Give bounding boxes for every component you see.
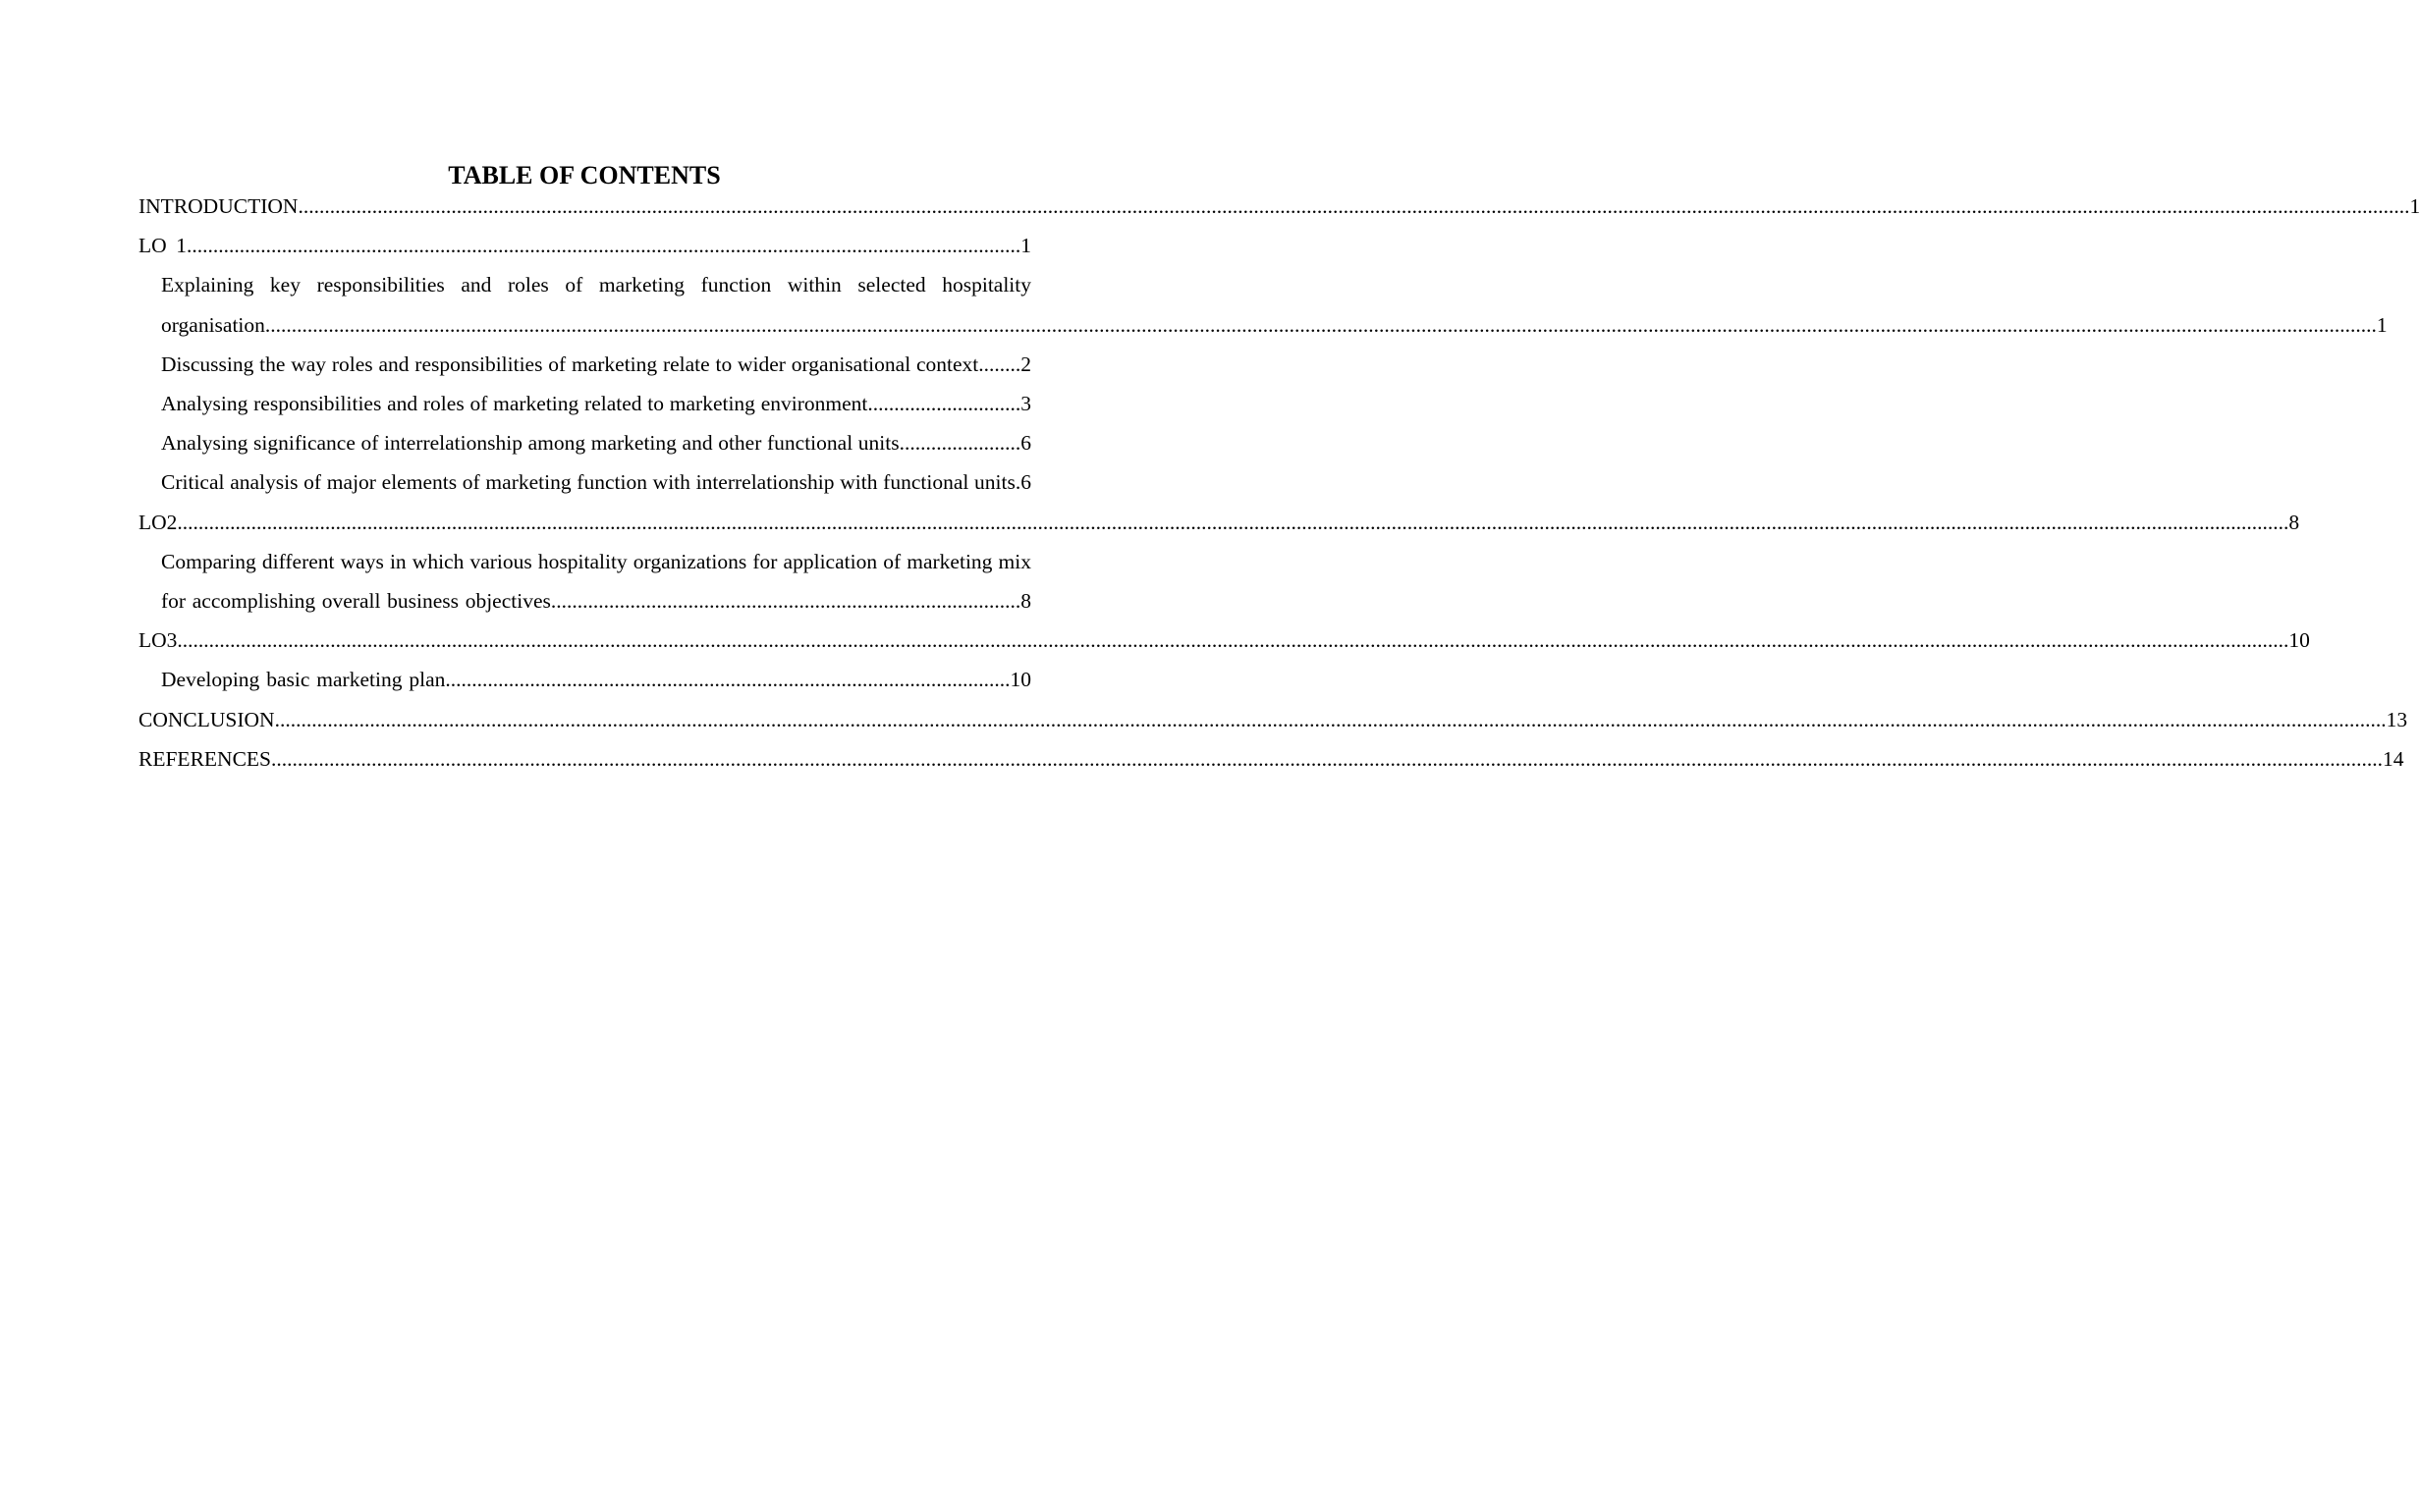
toc-entry-text: LO 1 bbox=[138, 234, 187, 258]
toc-entry-text: LO2 bbox=[138, 510, 178, 534]
table-of-contents bbox=[138, 187, 2420, 779]
toc-entry-page: 8 bbox=[2288, 510, 2300, 534]
toc-leader-dots: . bbox=[1015, 470, 1021, 495]
toc-entry-text: Critical analysis of major elements of marketing function with interrelationship with functional units bbox=[161, 470, 1016, 495]
toc-leader-dots: ....................... bbox=[899, 431, 1021, 456]
toc-leader-dots: ............................. bbox=[867, 392, 1021, 416]
toc-leader-dots: ................................................................................................................................................................................................................................................................................................................................................................................................................ bbox=[177, 510, 2289, 534]
toc-entry-text: Explaining key responsibilities and roles of marketing function within selected hospitality organisation bbox=[161, 273, 1031, 337]
toc-leader-dots: ......................................................................................... bbox=[550, 589, 1021, 614]
toc-leader-dots: ........................................................................................................... bbox=[445, 668, 1011, 692]
toc-entry-comparing-different-ways[interactable] bbox=[161, 542, 1031, 621]
toc-leader-dots: ................................................................................................................................................................................................................................................................................................................................................................................................................ bbox=[271, 746, 2383, 771]
toc-entry-page: 10 bbox=[1010, 668, 1031, 692]
toc-entry-page: 14 bbox=[2383, 746, 2404, 771]
toc-entry-lo2[interactable] bbox=[138, 503, 2300, 542]
toc-entry-text: Comparing different ways in which various hospitality organizations for application of marketing mix for accomplishing overall business objectives bbox=[161, 549, 1031, 614]
toc-leader-dots: ................................................................................................................................................................................................................................................................................................................................................................................................................ bbox=[264, 312, 2377, 337]
toc-entry-page: 1 bbox=[1020, 234, 1031, 258]
toc-entry-text: Analysing responsibilities and roles of marketing related to marketing environment bbox=[161, 392, 868, 416]
toc-leader-dots: ................................................................................................................................................................................................................................................................................................................................................................................................................ bbox=[177, 628, 2289, 653]
toc-leader-dots: ................................................................................................................................................................................................................................................................................................................................................................................................................ bbox=[274, 707, 2387, 731]
toc-entry-conclusion[interactable] bbox=[138, 700, 2408, 739]
toc-entry-text: REFERENCES bbox=[138, 746, 271, 771]
toc-entry-references[interactable] bbox=[138, 739, 2404, 779]
toc-leader-dots: .............................................................................................................................................................. bbox=[187, 234, 1021, 258]
toc-entry-text: Discussing the way roles and responsibilities of marketing relate to wider organisational context bbox=[161, 351, 979, 376]
toc-entry-text: INTRODUCTION bbox=[138, 194, 299, 218]
toc-entry-discussing-roles[interactable] bbox=[161, 345, 1031, 384]
toc-entry-page: 6 bbox=[1020, 470, 1031, 495]
toc-entry-introduction[interactable] bbox=[138, 187, 2420, 226]
toc-entry-analysing-responsibilities[interactable] bbox=[161, 384, 1031, 423]
toc-entry-lo1[interactable] bbox=[138, 226, 1031, 265]
toc-entry-page: 10 bbox=[2288, 628, 2310, 653]
toc-entry-page: 1 bbox=[2376, 312, 2388, 337]
toc-title: TABLE OF CONTENTS bbox=[448, 161, 721, 189]
toc-leader-dots: ................................................................................................................................................................................................................................................................................................................................................................................................................ bbox=[298, 194, 2410, 218]
toc-leader-dots: ........ bbox=[978, 351, 1021, 376]
toc-entry-page: 6 bbox=[1020, 431, 1031, 456]
toc-entry-page: 2 bbox=[1020, 351, 1031, 376]
toc-entry-text: Analysing significance of interrelationship among marketing and other functional units bbox=[161, 431, 900, 456]
toc-entry-page: 13 bbox=[2386, 707, 2408, 731]
toc-entry-critical-analysis[interactable] bbox=[161, 462, 1031, 502]
toc-entry-text: LO3 bbox=[138, 628, 178, 653]
toc-entry-page: 3 bbox=[1020, 392, 1031, 416]
toc-entry-page: 8 bbox=[1020, 589, 1031, 614]
toc-entry-lo3[interactable] bbox=[138, 621, 2310, 660]
toc-entry-developing-plan[interactable] bbox=[161, 660, 1031, 699]
toc-entry-page: 1 bbox=[2409, 194, 2420, 218]
toc-entry-text: CONCLUSION bbox=[138, 707, 275, 731]
toc-entry-analysing-significance[interactable] bbox=[161, 423, 1031, 462]
toc-entry-text: Developing basic marketing plan bbox=[161, 668, 446, 692]
toc-entry-explaining-key-responsibilities[interactable] bbox=[161, 265, 2388, 344]
